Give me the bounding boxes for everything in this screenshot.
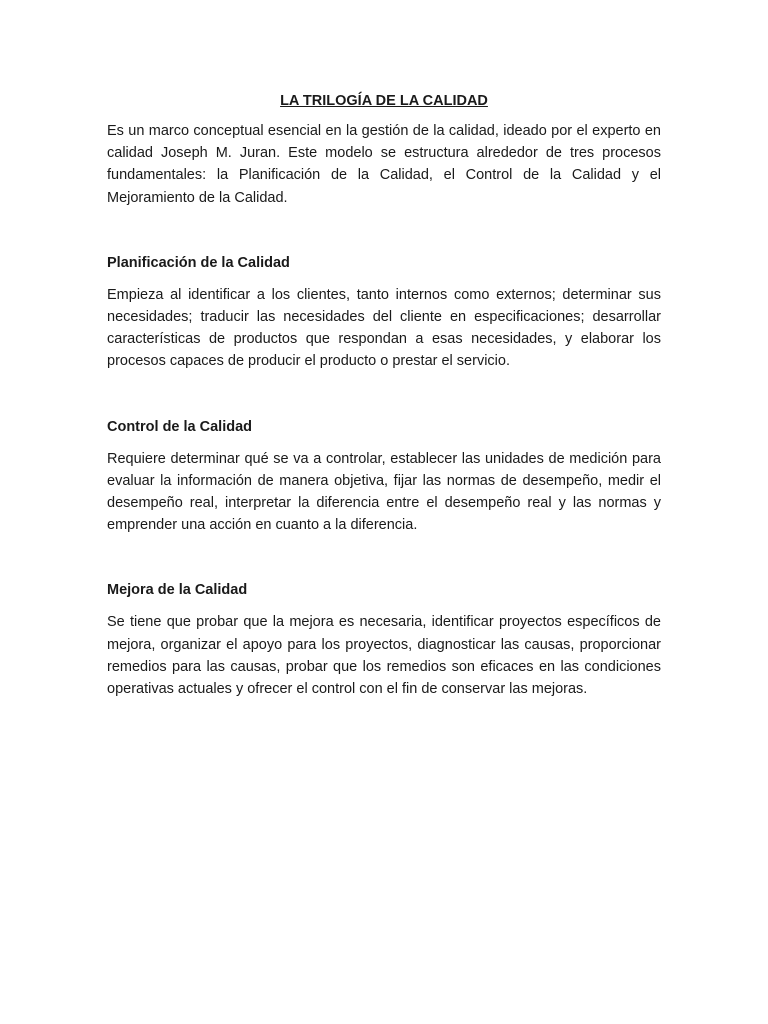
section-body-control: Requiere determinar qué se va a controlar, establecer las unidades de medición para evaluar la información de manera objetiva, fijar las normas de desempeño, medir el desempeño real, interpretar la diferencia entre el desempeño real y las normas y emprender una acción en cuanto a la diferencia. — [107, 450, 661, 534]
section-heading-improvement: Mejora de la Calidad — [107, 582, 248, 599]
section-heading-control: Control de la Calidad — [107, 418, 253, 435]
section-improvement — [107, 579, 661, 700]
document-title: LA TRILOGÍA DE LA CALIDAD — [280, 93, 488, 109]
section-control — [107, 416, 661, 537]
section-body-improvement: Se tiene que probar que la mejora es necesaria, identificar proyectos específicos de mejora, organizar el apoyo para los proyectos, diagnosticar las causas, proporcionar remedios para las causas, probar que los remedios son eficaces en las condiciones operativas actuales y ofrecer el control con el fin de conservar las mejoras. — [107, 614, 661, 698]
section-planning — [107, 252, 661, 373]
section-heading-planning: Planificación de la Calidad — [107, 254, 290, 271]
intro-paragraph: Es un marco conceptual esencial en la gestión de la calidad, ideado por el experto en calidad Joseph M. Juran. Este modelo se estructura alrededor de tres procesos fundamentales: la Planificación de la Calidad, el Control de la Calidad y el Mejoramiento de la Calidad. — [107, 123, 661, 206]
section-body-planning: Empieza al identificar a los clientes, tanto internos como externos; determinar sus necesidades; traducir las necesidades del cliente en especificaciones; desarrollar características de productos que respondan a esas necesidades, y elaborar los procesos capaces de producir el producto o prestar el servicio. — [107, 286, 661, 370]
document-page — [107, 90, 661, 700]
